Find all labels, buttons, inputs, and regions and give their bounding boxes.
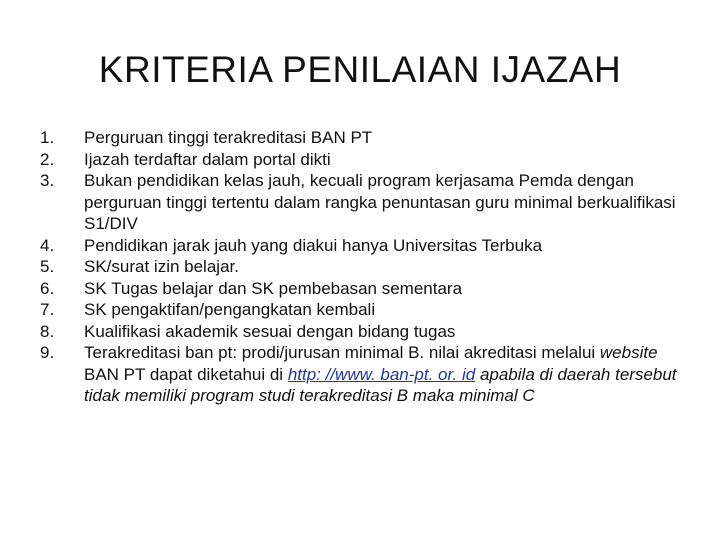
website-word: website xyxy=(599,343,658,362)
item-text-part: BAN PT dapat diketahui di xyxy=(84,364,288,384)
list-item xyxy=(40,299,680,321)
item-text: SK Tugas belajar dan SK pembebasan sementara xyxy=(84,278,463,298)
item-text: SK/surat izin belajar. xyxy=(84,257,239,276)
item-text: Perguruan tinggi terakreditasi BAN PT xyxy=(84,128,373,147)
item-number: 3. xyxy=(40,171,55,190)
item-number: 7. xyxy=(40,300,55,319)
criteria-list xyxy=(40,127,680,407)
list-item xyxy=(40,170,680,235)
item-number: 6. xyxy=(40,278,55,298)
list-item xyxy=(40,321,680,343)
item-text-part: Terakreditasi ban pt: prodi/jurusan minimal B. nilai akreditasi melalui xyxy=(84,343,600,362)
list-item xyxy=(40,278,680,300)
list-item xyxy=(40,127,680,149)
ban-pt-link[interactable]: http: //www. ban-pt. or. id xyxy=(287,364,476,384)
item-number: 8. xyxy=(40,321,55,341)
item-number: 2. xyxy=(40,149,55,169)
item-number: 9. xyxy=(40,343,55,362)
list-item xyxy=(40,149,680,171)
list-item xyxy=(40,256,680,278)
page-title: KRITERIA PENILAIAN IJAZAH xyxy=(98,49,622,90)
item-text: Kualifikasi akademik sesuai dengan bidang tugas xyxy=(84,321,456,341)
item-number: 5. xyxy=(40,257,55,276)
item-text-part: apabila di daerah tersebut tidak memiliki program studi terakreditasi B maka minimal C xyxy=(84,364,677,405)
item-text: SK pengaktifan/pengangkatan kembali xyxy=(84,300,376,319)
item-number: 1. xyxy=(40,128,55,147)
list-item xyxy=(40,235,680,257)
item-number: 4. xyxy=(40,235,55,255)
list-item xyxy=(40,342,680,407)
item-text: Pendidikan jarak jauh yang diakui hanya Universitas Terbuka xyxy=(84,235,543,255)
item-text: Bukan pendidikan kelas jauh, kecuali program kerjasama Pemda dengan perguruan tinggi tertentu dalam rangka penuntasan guru minimal berkualifikasi S1/DIV xyxy=(84,171,676,233)
item-text: Ijazah terdaftar dalam portal dikti xyxy=(84,149,331,169)
item-text xyxy=(84,342,680,407)
